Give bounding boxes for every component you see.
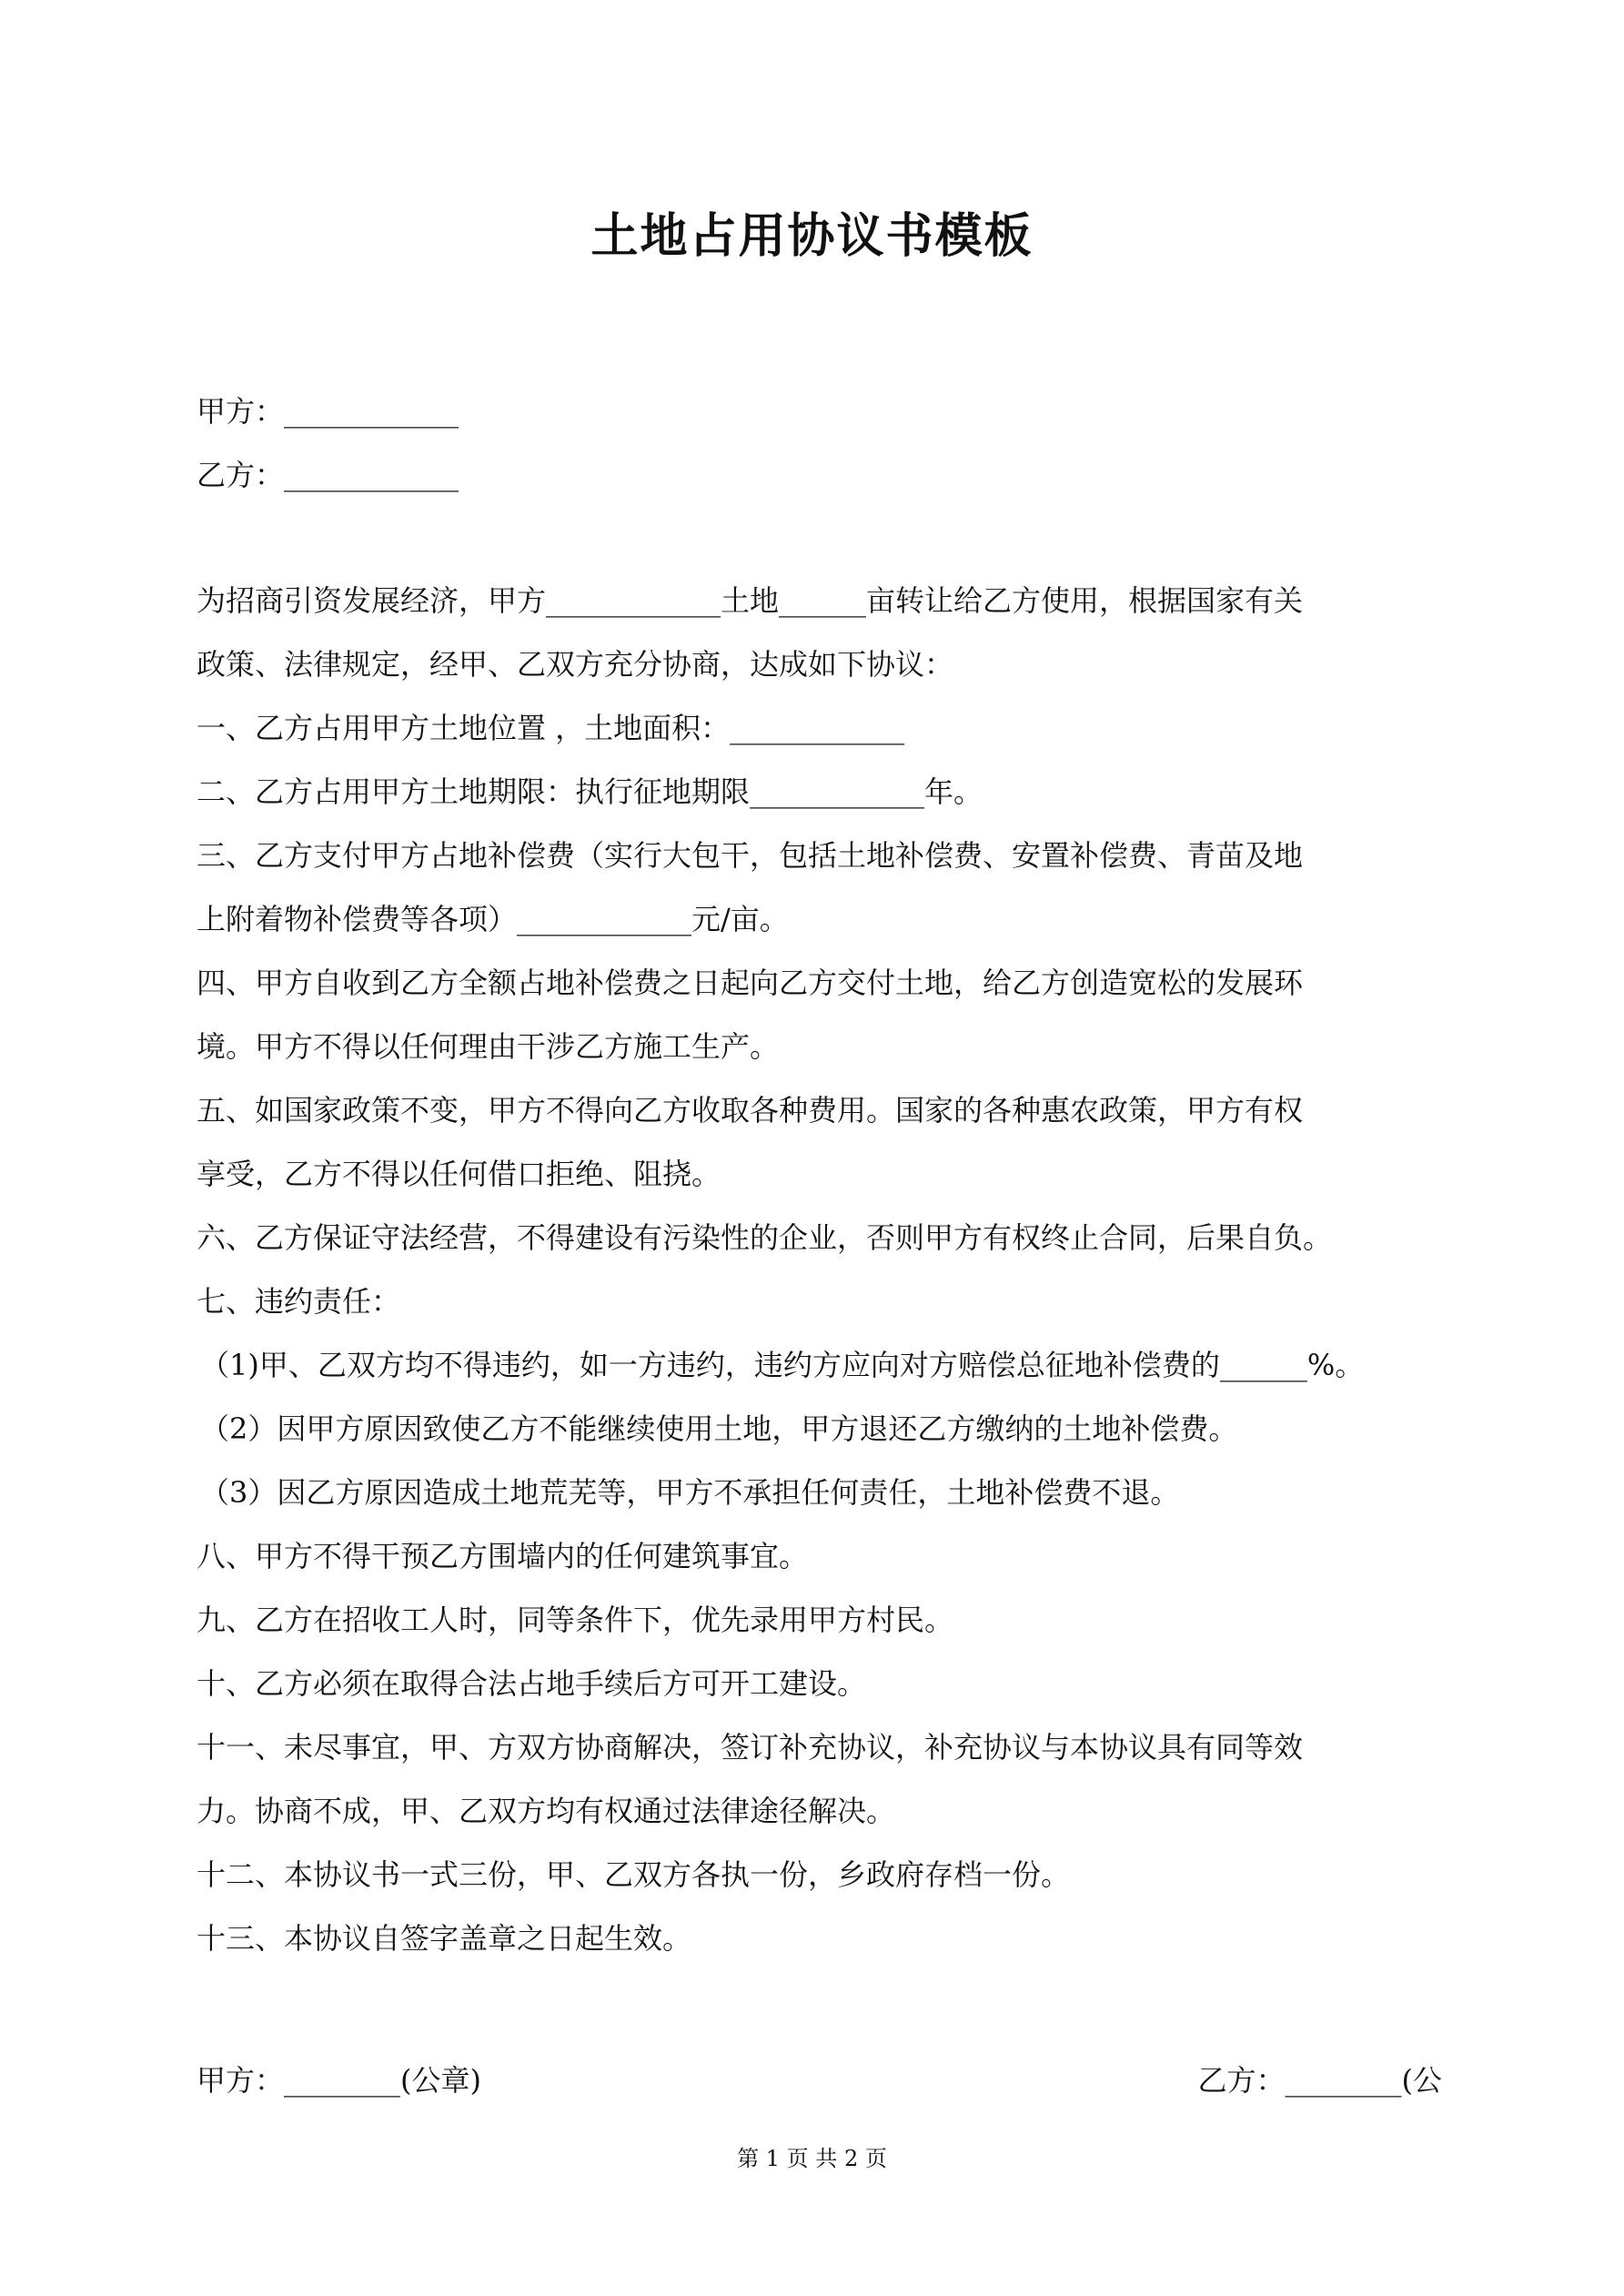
clause-3-cont: 上附着物补偿费等各项）____________元/亩。 xyxy=(197,902,789,936)
clause-12: 十二、本协议书一式三份，甲、乙双方各执一份，乡政府存档一份。 xyxy=(197,1857,1071,1892)
clause-11-cont: 力。协商不成，甲、乙双方均有权通过法律途径解决。 xyxy=(197,1794,896,1828)
clause-7-item-3: （3）因乙方原因造成土地荒芜等，甲方不承担任何责任，土地补偿费不退。 xyxy=(200,1475,1180,1510)
clause-7-item-1: （1)甲、乙双方均不得违约，如一方违约，违约方应向对方赔偿总征地补偿费的______%。 xyxy=(200,1348,1365,1382)
clause-6: 六、乙方保证守法经营，不得建设有污染性的企业，否则甲方有权终止合同，后果自负。 xyxy=(197,1220,1333,1255)
page-number: 第 1 页 共 2 页 xyxy=(737,2146,887,2171)
clause-7-item-2: （2）因甲方原因致使乙方不能继续使用土地，甲方退还乙方缴纳的土地补偿费。 xyxy=(200,1411,1238,1446)
signature-party-b: 乙方：________(公 xyxy=(1197,2063,1442,2098)
document-title: 土地占用协议书模板 xyxy=(590,209,1034,264)
clause-8: 八、甲方不得干预乙方围墙内的任何建筑事宜。 xyxy=(197,1539,809,1573)
clause-3: 三、乙方支付甲方占地补偿费（实行大包干，包括土地补偿费、安置补偿费、青苗及地 xyxy=(197,838,1304,873)
clause-4: 四、甲方自收到乙方全额占地补偿费之日起向乙方交付土地，给乙方创造宽松的发展环 xyxy=(197,966,1304,1000)
clause-13: 十三、本协议自签字盖章之日起生效。 xyxy=(197,1921,692,1956)
clause-2: 二、乙方占用甲方土地期限：执行征地期限____________年。 xyxy=(197,774,983,809)
party-a-line: 甲方：____________ xyxy=(197,394,459,429)
clause-4-cont: 境。甲方不得以任何理由干涉乙方施工生产。 xyxy=(197,1029,780,1064)
clause-7: 七、违约责任： xyxy=(197,1284,401,1319)
clause-5-cont: 享受，乙方不得以任何借口拒绝、阻挠。 xyxy=(197,1157,721,1191)
party-b-line: 乙方：____________ xyxy=(197,458,459,492)
clause-10: 十、乙方必须在取得合法占地手续后方可开工建设。 xyxy=(197,1666,867,1701)
clause-1: 一、乙方占用甲方土地位置 ，土地面积：____________ xyxy=(197,711,905,745)
clause-5: 五、如国家政策不变，甲方不得向乙方收取各种费用。国家的各种惠农政策，甲方有权 xyxy=(197,1093,1304,1128)
body-line: 为招商引资发展经济，甲方____________土地______亩转让给乙方使用，根据国家有关 xyxy=(197,583,1304,618)
clause-9: 九、乙方在招收工人时，同等条件下，优先录用甲方村民。 xyxy=(197,1603,954,1637)
body-line: 政策、法律规定，经甲、乙双方充分协商，达成如下协议： xyxy=(197,647,954,682)
clause-11: 十一、未尽事宜，甲、方双方协商解决，签订补充协议，补充协议与本协议具有同等效 xyxy=(197,1730,1304,1765)
signature-party-a: 甲方：________(公章) xyxy=(197,2063,481,2098)
